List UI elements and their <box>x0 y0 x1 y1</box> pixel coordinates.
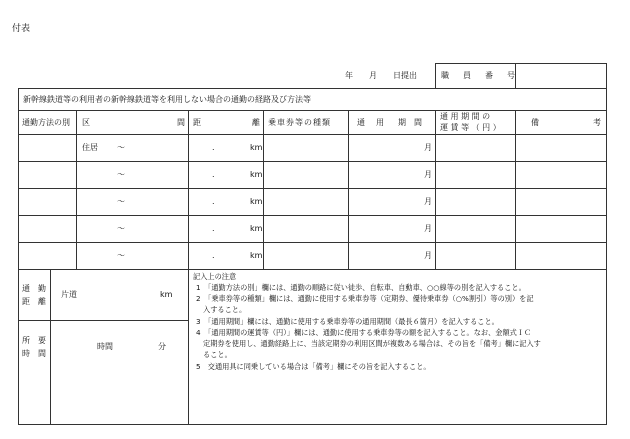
row-distance-dot: . <box>212 224 215 233</box>
row-distance-unit: km <box>250 224 263 233</box>
note-line: 2 「乗車券等の種類」欄には、通勤に使用する乗車券等（定期券、優待乗車券（○%割引）等の別）を記 <box>196 294 534 303</box>
row-tilde: 〜 <box>117 251 125 260</box>
row-distance-dot: . <box>212 251 215 260</box>
col-fare-line1: 通 用 期 間 の <box>440 112 491 121</box>
row-month-unit: 月 <box>424 197 432 206</box>
note-line: 5 交通用具に同乗している場合は「備考」欄にその旨を記入すること。 <box>196 362 431 371</box>
minutes-label: 分 <box>158 342 166 351</box>
row-month-unit: 月 <box>424 170 432 179</box>
row-tilde: 〜 <box>117 143 125 152</box>
staff-number-label: 職 員 番 号 <box>441 71 518 80</box>
col-period-right: 期 間 <box>398 118 422 127</box>
row-month-unit: 月 <box>424 143 432 152</box>
row-distance-unit: km <box>250 251 263 260</box>
col-section-right: 間 <box>177 118 185 127</box>
row-distance-unit: km <box>250 143 263 152</box>
row-tilde: 〜 <box>117 224 125 233</box>
hours-label: 時間 <box>97 342 113 351</box>
col-fare-line2: 運 賃 等 （ 円 ） <box>440 123 501 132</box>
staff-number-field[interactable] <box>518 71 604 83</box>
note-line: ること。 <box>203 350 232 359</box>
col-method: 通勤方法の別 <box>22 118 70 127</box>
note-line: 1 「通勤方法の別」欄には、通勤の順路に従い徒歩、自転車、自動車、○○線等の別を記入すること。 <box>196 283 526 292</box>
col-period-mid: 用 <box>376 118 384 127</box>
col-section-left: 区 <box>82 118 90 127</box>
time-required-label-1: 所 要 <box>22 336 46 345</box>
col-period-left: 通 <box>357 118 365 127</box>
notes-title: 記入上の注意 <box>193 272 237 281</box>
col-ticket-type: 乗車券等の種類 <box>268 118 331 127</box>
row-distance-unit: km <box>250 170 263 179</box>
note-line: 入すること。 <box>203 305 247 314</box>
col-distance-right: 離 <box>252 118 260 127</box>
row-start-label: 住居 <box>82 143 98 152</box>
submission-date-label: 年 月 日提出 <box>345 71 417 80</box>
row-distance-dot: . <box>212 197 215 206</box>
col-remarks-left: 備 <box>531 118 539 127</box>
row-tilde: 〜 <box>117 170 125 179</box>
form-title: 新幹線鉄道等の利用者の新幹線鉄道等を利用しない場合の通勤の経路及び方法等 <box>23 95 311 104</box>
commute-distance-label-2: 距 離 <box>22 297 46 306</box>
attachment-label: 付表 <box>12 24 31 34</box>
row-tilde: 〜 <box>117 197 125 206</box>
one-way-label: 片道 <box>61 290 77 299</box>
note-line: 定期券を使用し、通勤経路上に、当該定期券の利用区間が複数ある場合は、その旨を「備考」欄に記入す <box>203 339 541 348</box>
row-month-unit: 月 <box>424 251 432 260</box>
note-line: 4 「通用期間の運賃等（円）」欄には、通勤に使用する乗車券等の額を記入すること。なお、金額式ＩＣ <box>196 328 532 337</box>
note-line: 3 「通用期間」欄には、通勤に使用する乗車券等の通用期間（最長６箇月）を記入すること。 <box>196 317 499 326</box>
commute-distance-unit: km <box>160 290 173 299</box>
time-required-label-2: 時 間 <box>22 349 46 358</box>
row-distance-unit: km <box>250 197 263 206</box>
row-distance-dot: . <box>212 170 215 179</box>
row-distance-dot: . <box>212 143 215 152</box>
col-remarks-right: 考 <box>593 118 601 127</box>
col-distance-left: 距 <box>193 118 201 127</box>
commute-distance-label-1: 通 勤 <box>22 284 46 293</box>
row-month-unit: 月 <box>424 224 432 233</box>
